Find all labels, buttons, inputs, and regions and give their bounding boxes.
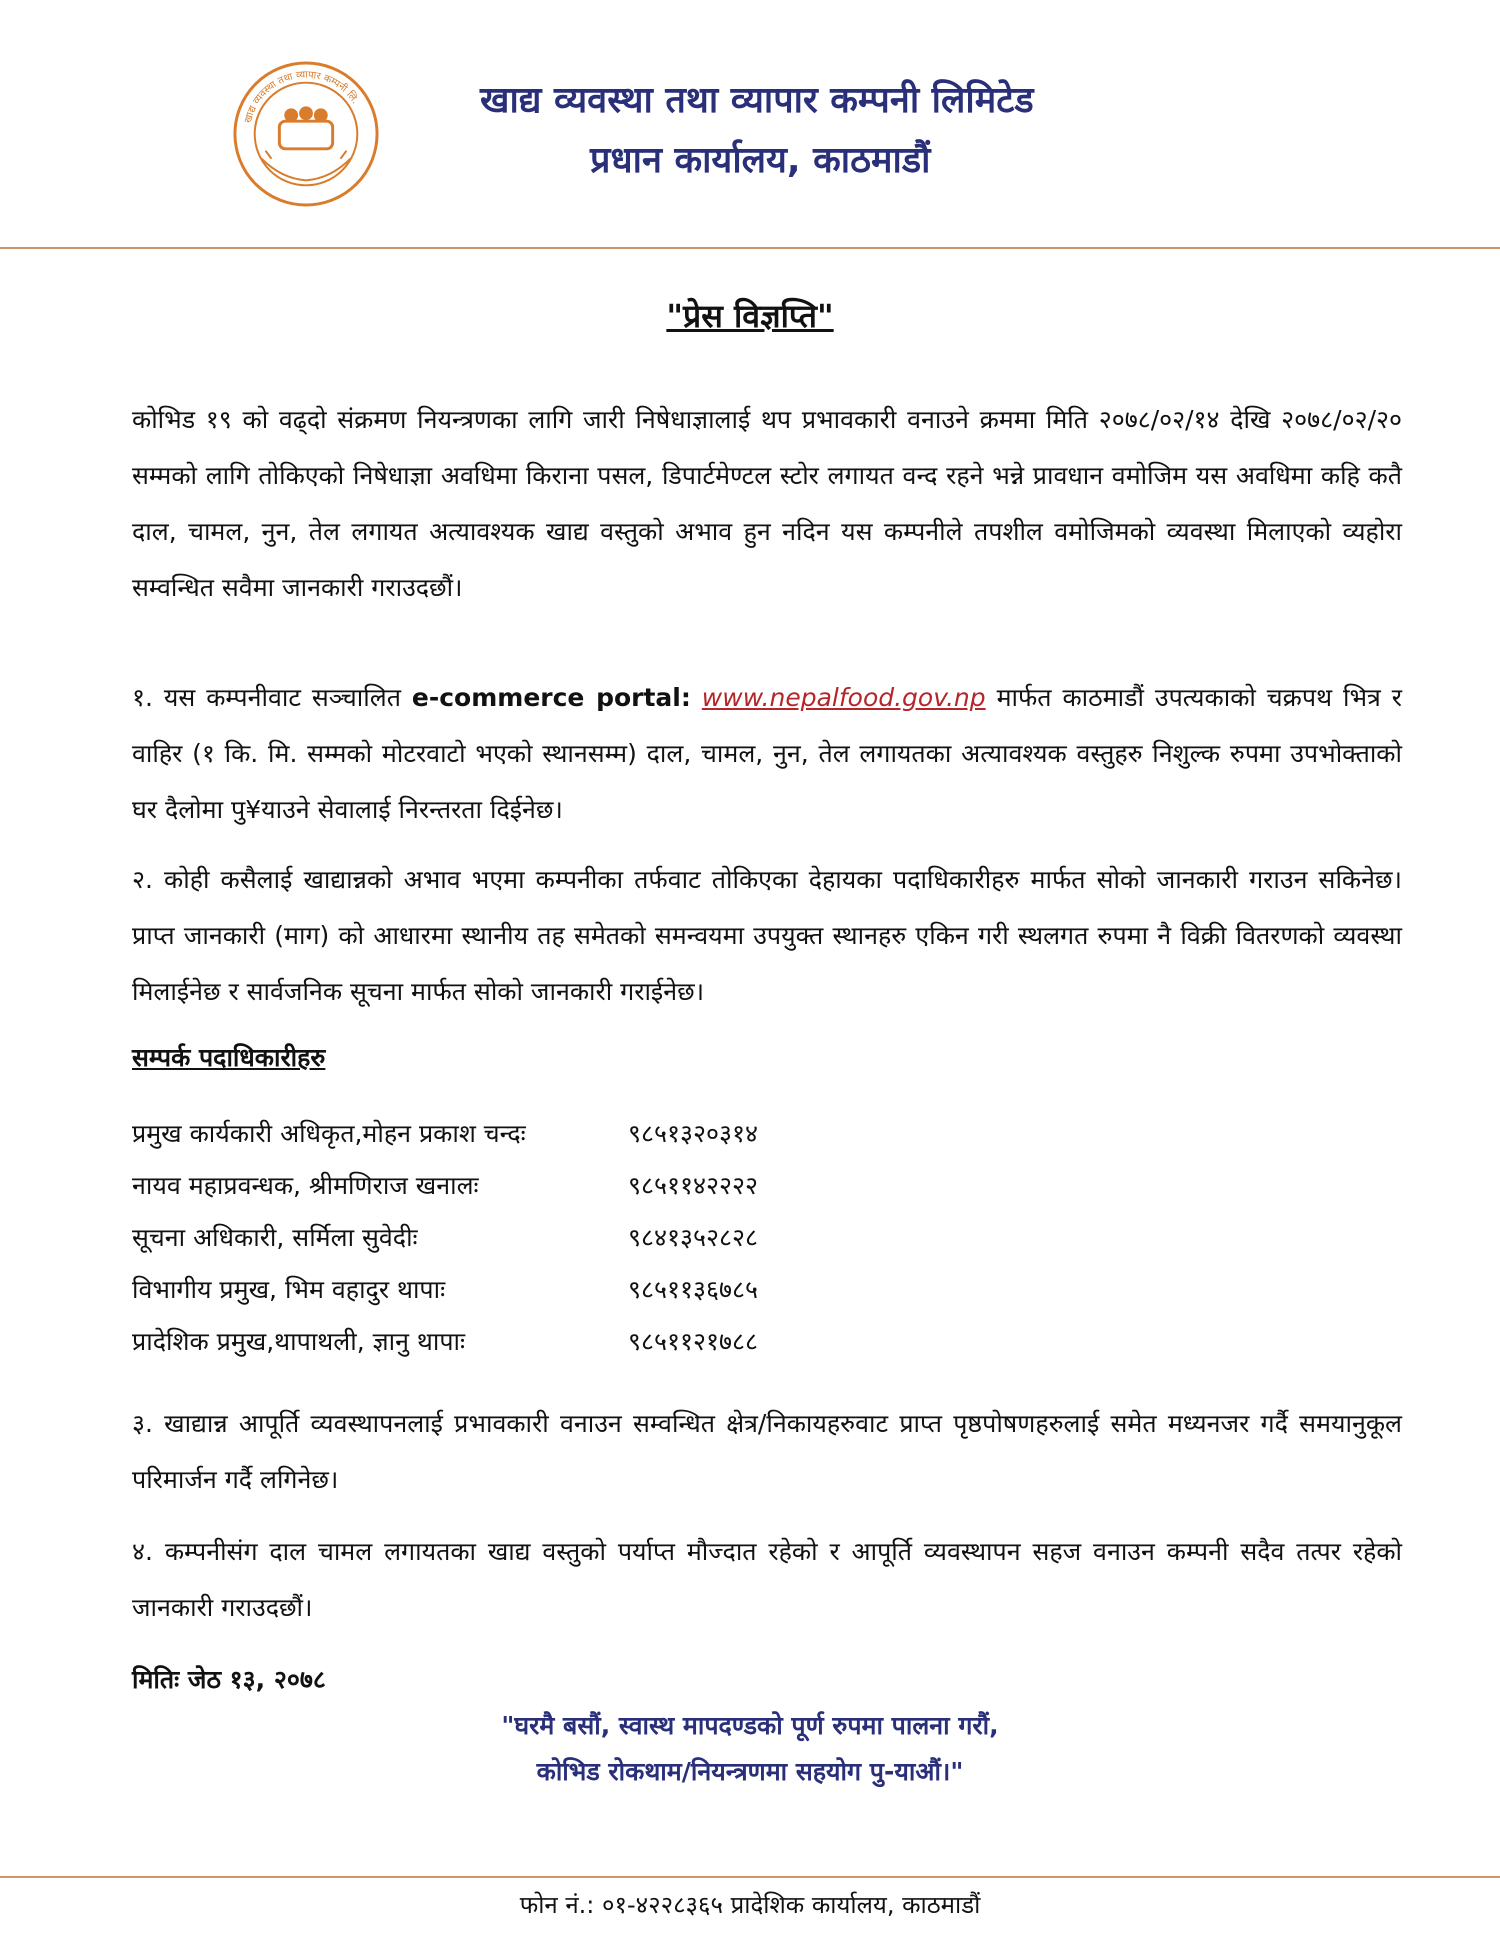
page-title: "प्रेस विज्ञप्ति" <box>666 297 834 335</box>
contact-phone: ९८५१३२०३१४ <box>628 1119 759 1148</box>
contact-phone: ९८५११३६७८५ <box>628 1275 759 1304</box>
contact-row <box>132 1108 868 1160</box>
point-1-text-start: १. यस कम्पनीवाट सञ्चालित <box>132 683 412 712</box>
point-1-paragraph <box>132 670 1402 838</box>
slogan-line-1: "घरमै बसौं, स्वास्थ मापदण्डको पूर्ण रुपमा पालना गरौं, <box>501 1711 999 1740</box>
point-2-paragraph: २. कोही कसैलाई खाद्यान्नको अभाव भएमा कम्पनीका तर्फवाट तोकिएका देहायका पदाधिकारीहरु मार्फत सोको जानकारी गराउन सकिनेछ। प्राप्त जानकारी (माग) को आधारमा स्थानीय तह समेतको समन्वयमा उपयुक्त स्थानहरु एकिन गरी स्थलगत रुपमा नै विक्री वितरणको व्यवस्था मिलाईनेछ र सार्वजनिक सूचना मार्फत सोको जानकारी गराईनेछ। <box>132 865 1402 1006</box>
contact-row <box>132 1160 868 1212</box>
contact-row <box>132 1212 868 1264</box>
logo-text: खाद्य व्यवस्था तथा व्यापार कम्पनी लि. <box>242 69 361 125</box>
point-3-paragraph: ३. खाद्यान्न आपूर्ति व्यवस्थापनलाई प्रभावकारी वनाउन सम्वन्धित क्षेत्र/निकायहरुवाट प्राप्त पृष्ठपोषणहरुलाई समेत मध्यनजर गर्दै समयानुकूल परिमार्जन गर्दै लगिनेछ। <box>132 1409 1402 1494</box>
contact-name: प्रादेशिक प्रमुख,थापाथली, ज्ञानु थापाः <box>132 1327 466 1356</box>
contact-name: नायव महाप्रवन्धक, श्रीमणिराज खनालः <box>132 1171 479 1200</box>
organization-name: खाद्य व्यवस्था तथा व्यापार कम्पनी लिमिटेड <box>480 80 1034 121</box>
head-office-line: प्रधान कार्यालय, काठमाडौं <box>590 140 931 181</box>
contact-name: प्रमुख कार्यकारी अधिकृत,मोहन प्रकाश चन्दः <box>132 1119 526 1148</box>
contacts-heading: सम्पर्क पदाधिकारीहरु <box>132 1043 326 1072</box>
point-1-text-end: मार्फत काठमाडौं उपत्यकाको चक्रपथ भित्र र वाहिर (१ कि. मि. सम्मको मोटरवाटो भएको स्थानसम्म) दाल, चामल, नुन, तेल लगायतका अत्यावश्यक वस्तुहरु निशुल्क रुपमा उपभोक्ताको घर दैलोमा पु¥याउने सेवालाई निरन्तरता दिईनेछ। <box>132 683 1402 824</box>
contact-phone: ९८५११२१७८८ <box>628 1327 759 1356</box>
contacts-list <box>132 1108 868 1368</box>
point-4-paragraph: ४. कम्पनीसंग दाल चामल लगायतका खाद्य वस्तुको पर्याप्त मौज्दात रहेको र आपूर्ति व्यवस्थापन सहज वनाउन कम्पनी सदैव तत्पर रहेको जानकारी गराउदछौं। <box>132 1537 1402 1622</box>
contact-row <box>132 1316 868 1368</box>
contact-phone: ९८४१३५२८२८ <box>628 1223 759 1252</box>
contact-name: विभागीय प्रमुख, भिम वहादुर थापाः <box>132 1275 446 1304</box>
company-logo <box>232 60 380 208</box>
contact-name: सूचना अधिकारी, सर्मिला सुवेदीः <box>132 1223 418 1252</box>
issue-date: मितिः जेठ १३, २०७८ <box>132 1665 326 1694</box>
header-divider <box>0 247 1500 249</box>
portal-label: e-commerce portal: <box>411 683 691 712</box>
intro-paragraph: कोभिड १९ को वढ्दो संक्रमण नियन्त्रणका लागि जारी निषेधाज्ञालाई थप प्रभावकारी वनाउने क्रममा मिति २०७८/०२/१४ देखि २०७८/०२/२० सम्मको लागि तोकिएको निषेधाज्ञा अवधिमा किराना पसल, डिपार्टमेण्टल स्टोर लगायत वन्द रहने भन्ने प्रावधान वमोजिम यस अवधिमा कहि कतै दाल, चामल, नुन, तेल लगायत अत्यावश्यक खाद्य वस्तुको अभाव हुन नदिन यस कम्पनीले तपशील वमोजिमको व्यवस्था मिलाएको व्यहोरा सम्वन्धित सवैमा जानकारी गराउदछौं। <box>132 405 1402 602</box>
portal-link[interactable]: www.nepalfood.gov.np <box>701 683 986 712</box>
footer-contact: फोन नं.: ०१-४२२८३६५ प्रादेशिक कार्यालय, काठमाडौं <box>519 1891 981 1919</box>
slogan-line-2: कोभिड रोकथाम/नियन्त्रणमा सहयोग पु-याऔं।" <box>536 1757 964 1786</box>
contact-phone: ९८५११४२२२२ <box>628 1171 759 1200</box>
footer-divider <box>0 1876 1500 1878</box>
contact-row <box>132 1264 868 1316</box>
